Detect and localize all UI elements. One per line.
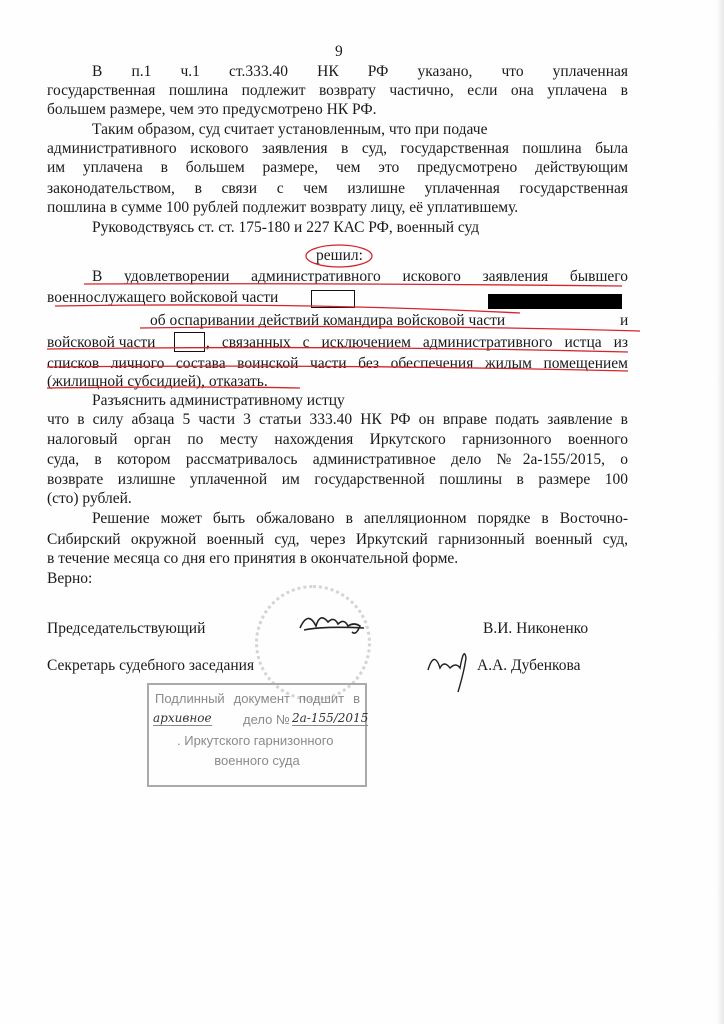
- archive-stamp: [147, 683, 367, 787]
- decided-heading: решил:: [316, 247, 363, 264]
- stamp-case-label: дело №: [243, 712, 290, 727]
- stamp-handwritten-word: архивное: [153, 711, 212, 725]
- text-line: Руководствуясь ст. ст. 175-180 и 227 КАС РФ, военный суд: [92, 219, 480, 236]
- text-line: Разъяснить административному истцу: [92, 392, 345, 409]
- text-line: об оспаривании действий командира войсковой части: [150, 312, 506, 329]
- text-line: суда, в котором рассматривалось административное дело №2а-155/2015, о: [47, 451, 628, 468]
- secretary-name: А.А. Дубенкова: [477, 657, 581, 674]
- text-line: В удовлетворении административного искового заявления бывшего: [92, 268, 628, 285]
- stamp-line: военного суда: [214, 753, 300, 768]
- text-line: войсковой части: [47, 334, 156, 351]
- text-line: списков личного состава воинской части без обеспечения жилым помещением: [47, 355, 628, 372]
- verified-label: Верно:: [47, 570, 93, 587]
- presiding-label: Председательствующий: [47, 620, 206, 637]
- text-line: военнослужащего войсковой части: [47, 289, 279, 306]
- text-line: пошлина в сумме 100 рублей подлежит возврату лицу, её уплатившему.: [47, 199, 519, 216]
- text-line: Таким образом, суд считает установленным, что при подаче: [92, 121, 488, 138]
- scan-edge: [716, 0, 724, 1024]
- text-line: им уплачена в большем размере, чем это предусмотрено действующим: [47, 159, 628, 176]
- text-line: и: [620, 312, 629, 329]
- text-line: , связанных с исключением административного истца из: [206, 334, 628, 351]
- text-line: государственная пошлина подлежит возврату частично, если она уплачена в: [47, 82, 628, 99]
- redaction-bar: [488, 294, 622, 309]
- page-number: 9: [335, 43, 343, 60]
- text-line: Сибирский окружной военный суд, через Иркутский гарнизонный военный суд,: [47, 531, 628, 548]
- redaction-box: [311, 290, 355, 308]
- text-line: административного искового заявления в суд, государственная пошлина была: [47, 140, 628, 157]
- stamp-line: . Иркутского гарнизонного: [177, 733, 334, 748]
- text-line: (жилищной субсидией), отказать.: [47, 373, 268, 390]
- text-line: законодательством, в связи с чем излишне уплаченная государственная: [47, 180, 628, 197]
- stamp-line: Подлинный документ подшит в: [155, 691, 360, 706]
- text-line: большем размере, чем это предусмотрено НК РФ.: [47, 101, 377, 118]
- stamp-handwritten-case: 2а-155/2015: [292, 711, 369, 725]
- text-line: налоговый орган по месту нахождения Иркутского гарнизонного военного: [47, 431, 628, 448]
- text-line: Решение может быть обжаловано в апелляционном порядке в Восточно-: [92, 510, 628, 527]
- secretary-signature: [428, 654, 466, 692]
- text-line: что в силу абзаца 5 части 3 статьи 333.40 НК РФ он вправе подать заявление в: [47, 411, 628, 428]
- redaction-box: [174, 332, 205, 352]
- presiding-name: В.И. Никоненко: [483, 620, 589, 637]
- text-line: в течение месяца со дня его принятия в окончательной форме.: [47, 550, 459, 567]
- text-line: возврате излишне уплаченной им государственной пошлины в размере 100: [47, 471, 628, 488]
- text-line: (сто) рублей.: [47, 490, 132, 507]
- text-line: В п.1 ч.1 ст.333.40 НК РФ указано, что уплаченная: [92, 63, 628, 80]
- secretary-label: Секретарь судебного заседания: [47, 657, 255, 674]
